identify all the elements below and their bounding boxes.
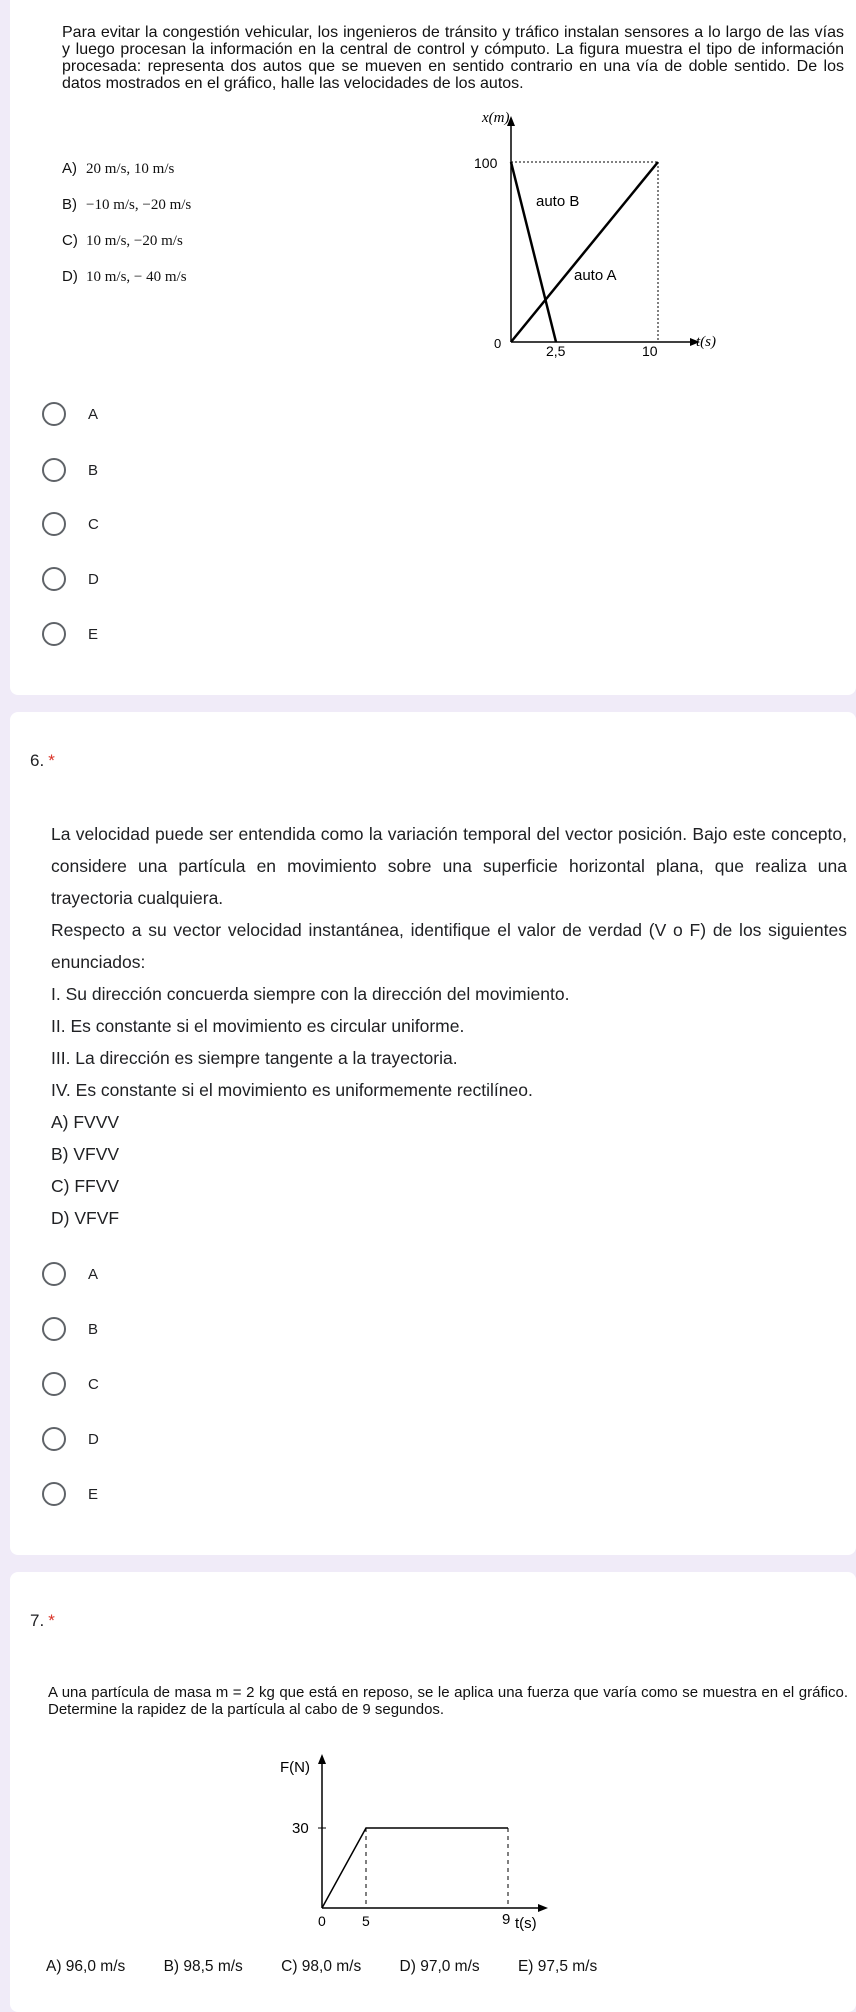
question-6-body [51,818,847,1234]
q5-option-label: B [88,461,99,479]
graph1-y-axis-label: x(m) [482,110,510,126]
image-option-letter: C) [62,232,78,249]
question-7-statement: A una partícula de masa m = 2 kg que está en reposo, se le aplica una fuerza que varía como se muestra en el gráfico. Determine la rapidez de la partícula al cabo de 9 segundos. [48,1684,848,1718]
question-number: 6. [30,751,45,770]
q6-paragraph: D) VFVF [51,1208,120,1228]
graph2-x-tick-9: 9 [502,1911,511,1928]
question-6-title [30,751,55,771]
radio-button[interactable] [42,1372,66,1396]
image-option-text: −10 m/s, −20 m/s [86,197,192,213]
graph1-x-tick-10: 10 [642,343,658,359]
force-time-graph [280,1748,560,1948]
q5-option-label: D [88,570,99,588]
q7-answer-e: E) 97,5 m/s [517,1958,598,1975]
radio-button[interactable] [42,1317,66,1341]
graph2-y-tick-30: 30 [292,1820,309,1837]
q6-paragraph: Respecto a su vector velocidad instantánea, identifique el valor de verdad (V o F) de los siguientes enunciados: [51,920,847,972]
radio-button[interactable] [42,1427,66,1451]
radio-button[interactable] [42,1262,66,1286]
q5-option-label: C [88,515,99,533]
graph1-y-tick-100: 100 [474,155,498,171]
q6-option-a[interactable] [42,1259,98,1289]
graph2-x-tick-0: 0 [318,1913,326,1929]
label-auto-b: auto B [536,193,580,210]
graph2-x-tick-5: 5 [362,1913,370,1929]
graph2-y-axis-label: F(N) [280,1759,310,1776]
force-series-line [322,1828,508,1908]
image-option-text: 20 m/s, 10 m/s [86,161,175,177]
radio-button[interactable] [42,622,66,646]
q6-option-d[interactable] [42,1424,99,1454]
image-option-letter: A) [62,160,77,177]
q6-option-label: B [88,1320,99,1338]
q6-option-b[interactable] [42,1314,98,1344]
question-7-answers [46,1958,631,1976]
q6-paragraph: III. La dirección es siempre tangente a la trayectoria. [51,1048,458,1068]
radio-button[interactable] [42,1482,66,1506]
q6-option-label: D [88,1430,99,1448]
image-option-letter: B) [62,196,77,213]
q5-option-b[interactable] [42,455,98,485]
question-5-statement: Para evitar la congestión vehicular, los ingenieros de tránsito y tráfico instalan sensores a lo largo de las vías y luego procesan la información en la central de control y cómputo. La figura muestra el tipo de información procesada: representa dos autos que se mueven en sentido contrario en una vía de doble sentido. De los datos mostrados en el gráfico, halle las velocidades de los autos. [62,24,844,92]
q5-option-a[interactable] [42,399,98,429]
question-number: 7. [30,1611,45,1630]
q6-paragraph: B) VFVV [51,1144,120,1164]
required-mark: * [48,1611,55,1630]
q5-option-d[interactable] [42,564,99,594]
q5-option-label: E [88,625,99,643]
graph1-origin: 0 [494,336,502,351]
radio-button[interactable] [42,567,66,591]
q6-paragraph: A) FVVV [51,1112,120,1132]
q6-option-e[interactable] [42,1479,98,1509]
image-option-text: 10 m/s, −20 m/s [86,233,183,249]
image-option-b [62,196,191,214]
q6-paragraph: I. Su dirección concuerda siempre con la dirección del movimiento. [51,984,570,1004]
q6-option-label: C [88,1375,99,1393]
image-option-text: 10 m/s, − 40 m/s [86,269,187,285]
radio-button[interactable] [42,458,66,482]
q6-option-label: E [88,1485,99,1503]
q6-paragraph: II. Es constante si el movimiento es circular uniforme. [51,1016,465,1036]
radio-button[interactable] [42,512,66,536]
q7-answer-b: B) 98,5 m/s [163,1958,243,1975]
image-option-letter: D) [62,268,78,285]
image-option-d [62,268,187,286]
q7-answer-c: C) 98,0 m/s [281,1958,362,1975]
q6-paragraph: IV. Es constante si el movimiento es uniformemente rectilíneo. [51,1080,533,1100]
image-option-a [62,160,174,178]
q7-answer-d: D) 97,0 m/s [399,1958,480,1975]
q6-paragraph: La velocidad puede ser entendida como la variación temporal del vector posición. Bajo este concepto, considere una partícula en movimiento sobre una superficie horizontal plana, que realiza una trayectoria cualquiera. [51,824,847,908]
label-auto-a: auto A [574,267,617,284]
required-mark: * [48,751,55,770]
graph2-y-arrow [318,1754,326,1764]
graph1-x-axis-label: t(s) [696,334,716,350]
q7-answer-a: A) 96,0 m/s [46,1958,126,1975]
graph2-x-arrow [538,1904,548,1912]
radio-button[interactable] [42,402,66,426]
q6-option-c[interactable] [42,1369,99,1399]
q5-option-label: A [88,405,99,423]
graph2-x-axis-label: t(s) [515,1915,537,1932]
question-7-title [30,1611,55,1631]
q6-paragraph: C) FFVV [51,1176,120,1196]
q5-option-c[interactable] [42,509,99,539]
q6-option-label: A [88,1265,99,1283]
q5-option-e[interactable] [42,619,98,649]
position-time-graph [460,104,740,364]
image-option-c [62,232,183,250]
graph1-x-tick-2-5: 2,5 [546,343,566,359]
